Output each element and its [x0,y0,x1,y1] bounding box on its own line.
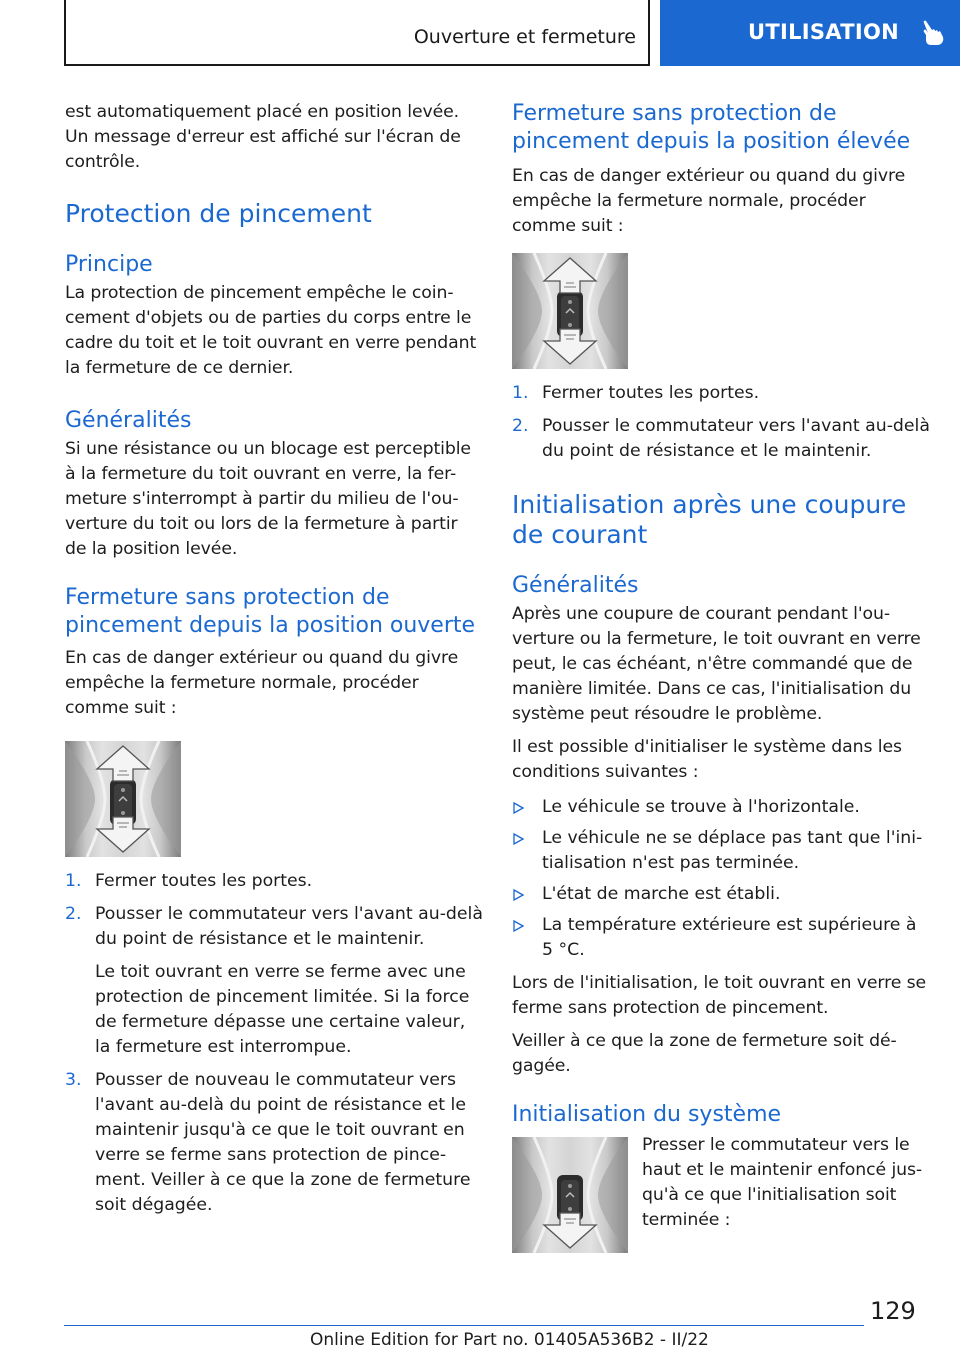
steps-list-left [65,869,483,1218]
roof-switch-illustration [512,253,628,369]
lors-paragraph: Lors de l'initialisation, le toit ouvrant en verre se ferme sans protection de pincement. [512,973,927,1018]
step-number: 1. [512,383,529,403]
triangle-bullet-icon [513,833,524,845]
principe-paragraph: La protection de pincement empêche le coin-cement d'objets ou de parties du corps entre le cadre du toit et le toit ouvrant en verre pendant la fermeture de ce dernier. [65,283,477,378]
generalites-right-paragraph: Après une coupure de courant pendant l'ou-verture ou la fermeture, le toit ouvrant en verre peut, le cas échéant, n'être commandé que de manière limitée. Dans ce cas, l'initialisation du système peut résoudre le problème. [512,604,921,724]
left-column [65,100,483,1218]
triangle-bullet-icon [513,802,524,814]
roof-switch-illustration [65,741,181,857]
step-number: 2. [65,904,82,924]
veiller-paragraph: Veiller à ce que la zone de fermeture soit dé-gagée. [512,1031,897,1076]
init-system-paragraph: Presser le commutateur vers le haut et le maintenir enfoncé jus-qu'à ce que l'initialisation soit terminée : [642,1135,923,1230]
list-item [512,826,930,876]
heading-principe: Principe [65,252,153,277]
condition-text: L'état de marche est établi. [542,884,781,904]
step-continuation-text: Le toit ouvrant en verre se ferme avec une protection de pincement limitée. Si la force de fermeture dépasse une certaine valeur, la fermeture est interrompue. [95,962,470,1057]
list-item [512,414,930,464]
heading-fermeture-position-ouverte: Fermeture sans protection de pincement depuis la position ouverte [65,585,476,638]
list-item [512,795,930,820]
header-section-box [64,0,650,66]
list-item [65,960,483,1060]
steps-list-right [512,381,930,464]
triangle-bullet-icon [513,920,524,932]
step-text: Pousser le commutateur vers l'avant au-delà du point de résistance et le maintenir. [542,416,930,461]
list-item [65,869,483,894]
heading-initialisation-systeme: Initialisation du système [512,1102,782,1127]
list-item [65,902,483,952]
right-column [512,100,930,1253]
list-item [512,882,930,907]
step-text: Pousser de nouveau le commutateur vers l'avant au-delà du point de résistance et le maintenir jusqu'à ce que le toit ouvrant en verre se ferme sans protection de pince-ment. Veiller à ce que la zone de fermeture soit dégagée. [95,1070,471,1215]
list-item [512,913,930,963]
conditions-paragraph: Il est possible d'initialiser le système dans les conditions suivantes : [512,737,902,782]
step-number: 2. [512,416,529,436]
condition-text: Le véhicule ne se déplace pas tant que l'ini-tialisation n'est pas terminée. [542,828,923,873]
step-number: 3. [65,1070,82,1090]
intro-paragraph: est automatiquement placé en position levée. Un message d'erreur est affiché sur l'écran de contrôle. [65,102,461,172]
step-text: Fermer toutes les portes. [95,871,313,891]
condition-text: La température extérieure est supérieure à 5 °C. [542,915,917,960]
page-number: 129 [870,1297,916,1325]
step-text: Fermer toutes les portes. [542,383,760,403]
heading-protection-pincement: Protection de pincement [65,199,372,228]
footer-edition: Online Edition for Part no. 01405A536B2 - II/22 [310,1330,709,1350]
heading-fermeture-position-elevee: Fermeture sans protection de pincement depuis la position élevée [512,101,911,154]
heading-generalites-right: Généralités [512,573,639,598]
heading-initialisation-coupure: Initialisation après une coupure de courant [512,490,907,549]
conditions-list [512,795,930,963]
condition-text: Le véhicule se trouve à l'horizontale. [542,797,860,817]
hand-pointer-icon [921,19,947,51]
heading-generalites: Généralités [65,408,192,433]
step-text: Pousser le commutateur vers l'avant au-delà du point de résistance et le maintenir. [95,904,483,949]
triangle-bullet-icon [513,889,524,901]
init-system-block [512,1133,930,1253]
fermeture-elevee-paragraph: En cas de danger extérieur ou quand du givre empêche la fermeture normale, procéder comme suit : [512,166,906,236]
roof-switch-press-illustration [512,1137,628,1253]
list-item [65,1068,483,1218]
generalites-paragraph: Si une résistance ou un blocage est perceptible à la fermeture du toit ouvrant en verre, la fer-meture s'interrompt à partir du milieu de l'ou-verture du toit ou lors de la fermeture à partir de la position levée. [65,439,471,559]
step-number: 1. [65,871,82,891]
fermeture-paragraph: En cas de danger extérieur ou quand du givre empêche la fermeture normale, procéder comme suit : [65,648,459,718]
header-chapter-tab[interactable] [660,0,960,66]
header-chapter-label: UTILISATION [748,20,899,44]
list-item [512,381,930,406]
footer-divider [64,1325,864,1326]
header-section-title: Ouverture et fermeture [413,26,636,48]
